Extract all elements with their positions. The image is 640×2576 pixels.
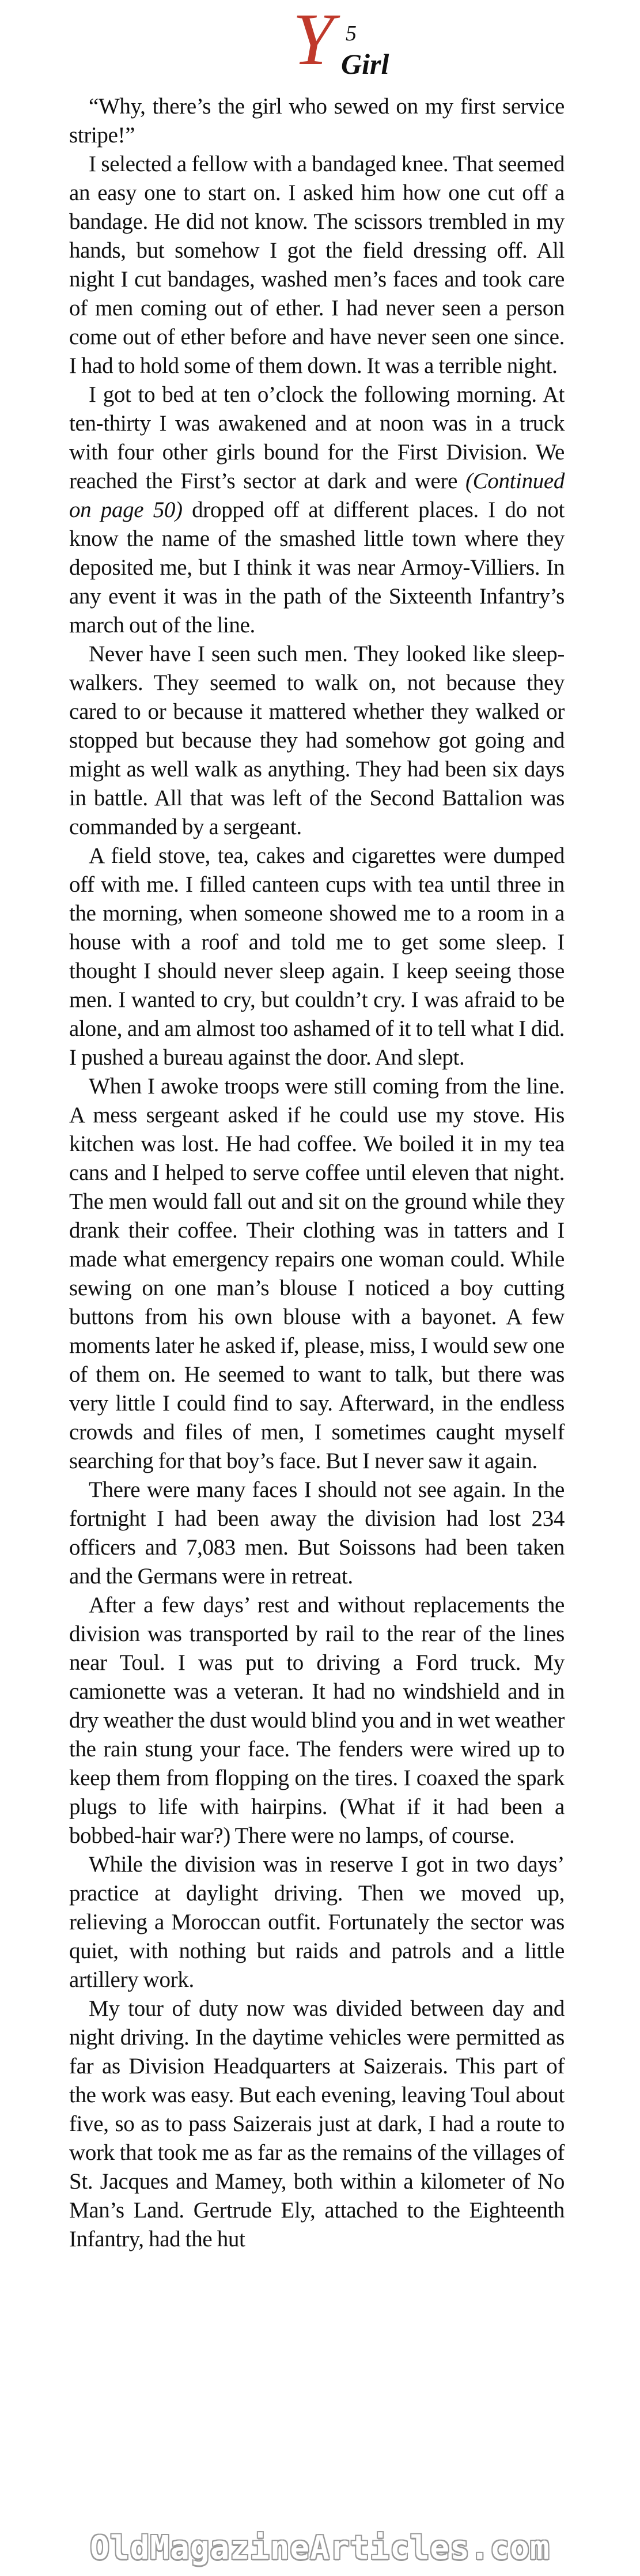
- watermark-text: OldMagazineArticles.com: [90, 2529, 550, 2567]
- article-paragraph: I selected a fellow with a bandaged knee. That seemed an easy one to start on. I asked him how one cut off a bandage. He did not know. The scissors trembled in my hands, but somehow I got the field dressing off. All night I cut bandages, washed men’s faces and took care of men coming out of ether. I had never seen a person come out of ether before and have never seen one since. I had to hold some of them down. It was a terrible night.: [69, 152, 565, 378]
- continued-note: (Continued on page 50): [69, 469, 565, 522]
- article-paragraph: While the division was in reserve I got in two days’ practice at daylight driving. Then we moved up, relieving a Moroccan outfit. Fortunately the sector was quiet, with nothing but raids and patrols and a little artillery work.: [69, 1852, 565, 1992]
- title-initial-y: Y: [293, 0, 334, 80]
- article-paragraph: There were many faces I should not see again. In the fortnight I had been away the division had lost 234 officers and 7,083 men. But Soissons had been taken and the Germans were in retreat.: [69, 1477, 565, 1589]
- article-paragraph: After a few days’ rest and without replacements the division was transported by rail to the rear of the lines near Toul. I was put to driving a Ford truck. My camionette was a veteran. It had no windshield and in dry weather the dust would blind you and in wet weather the rain stung your face. The fenders were wired up to keep them from flopping on the tires. I coaxed the spark plugs to life with hairpins. (What if it had been a bobbed-hair war?) There were no lamps, of course.: [69, 1593, 565, 1848]
- page-number: 5: [346, 21, 357, 46]
- site-watermark: [0, 2525, 640, 2576]
- article-paragraph: “Why, there’s the girl who sewed on my first service stripe!”: [69, 94, 565, 148]
- paragraph-text: dropped off at different places. I do not know the name of the smashed little town where they deposited me, but I think it was near Armoy-Villiers. In any event it was in the path of the Sixteenth Infantry’s march out of the line.: [69, 497, 565, 638]
- article-paragraph: A field stove, tea, cakes and cigarettes were dumped off with me. I filled canteen cups with tea until three in the morning, when someone showed me to a room in a house with a roof and told me to get some sleep. I thought I should never sleep again. I keep seeing those men. I wanted to cry, but couldn’t cry. I was afraid to be alone, and am almost too ashamed of it to tell what I did. I pushed a bureau against the door. And slept.: [69, 843, 565, 1070]
- article-paragraph: My tour of duty now was divided between day and night driving. In the daytime vehicles were permitted as far as Division Headquarters at Saizerais. This part of the work was easy. But each evening, leaving Toul about five, so as to pass Saizerais just at dark, I had a route to work that took me as far as the remains of the villages of St. Jacques and Mamey, both within a kilometer of No Man’s Land. Gertrude Ely, attached to the Eighteenth Infantry, had the hut: [69, 1996, 565, 2251]
- article-paragraph: When I awoke troops were still coming from the line. A mess sergeant asked if he could use my stove. His kitchen was lost. He had coffee. We boiled it in my tea cans and I helped to serve coffee until eleven that night. The men would fall out and sit on the ground while they drank their coffee. Their clothing was in tatters and I made what emergency repairs one woman could. While sewing on one man’s blouse I noticed a boy cutting buttons from his own blouse with a bayonet. A few moments later he asked if, please, miss, I would sew one of them on. He seemed to want to talk, but there was very little I could find to say. Afterward, in the endless crowds and files of men, I sometimes caught myself searching for that boy’s face. But I never saw it again.: [69, 1074, 565, 1473]
- title-word-girl: Girl: [341, 48, 389, 80]
- article-paragraph: [69, 380, 565, 640]
- article-paragraph: Never have I seen such men. They looked like sleep-walkers. They seemed to walk on, not because they cared to or because it mattered whether they walked or stopped but because they had somehow got going and might as well walk as anything. They had been six days in battle. All that was left of the Second Battalion was commanded by a sergeant.: [69, 642, 565, 839]
- paragraph-text: I got to bed at ten o’clock the following morning. At ten-thirty I was awakened and at noon was in a truck with four other girls bound for the First Division. We reached the First’s sector at dark and were: [69, 382, 565, 493]
- page-header: [0, 0, 640, 92]
- article-body: [69, 92, 565, 2254]
